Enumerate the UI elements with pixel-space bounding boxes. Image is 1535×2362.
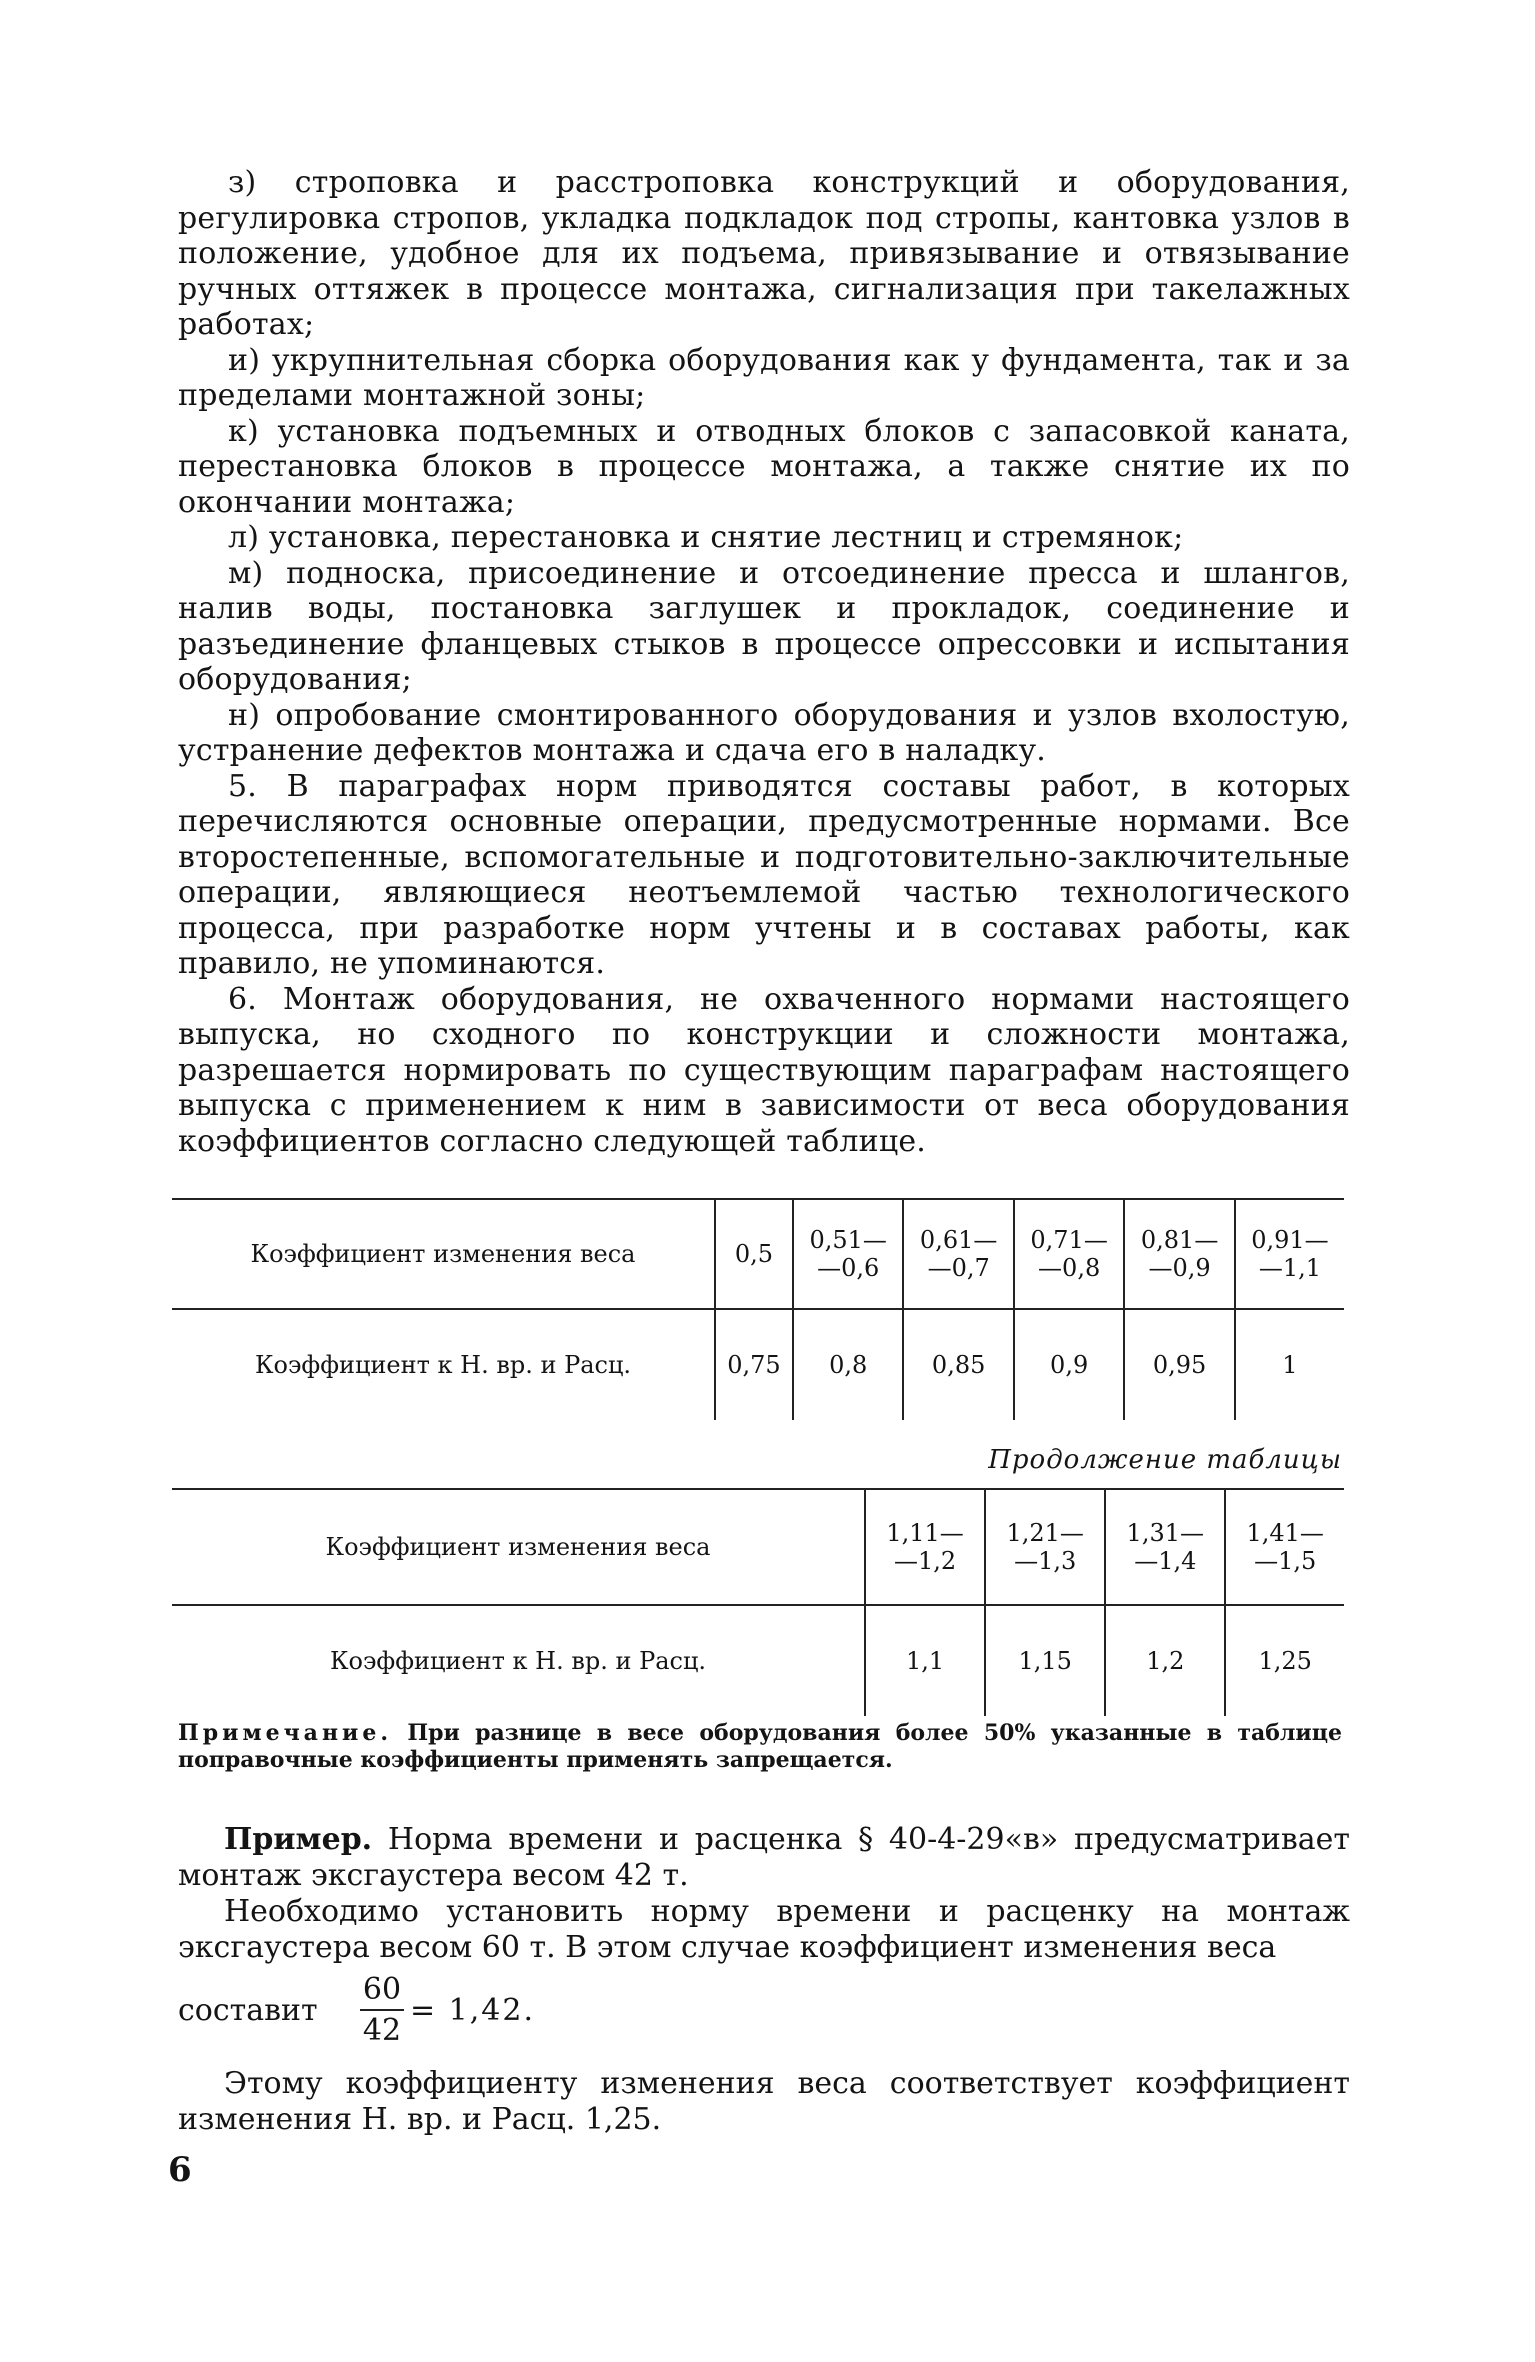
table-cell: 1,11— —1,2 xyxy=(865,1489,985,1605)
table-note xyxy=(178,1720,1342,1774)
paragraph-n: н) опробование смонтированного оборудования и узлов вхолостую, устранение дефектов монтажа и сдача его в наладку. xyxy=(178,697,1350,768)
paragraph-z: з) строповка и расстроповка конструкций и оборудования, регулировка стропов, укладка подкладок под стропы, кантовка узлов в положение, удобное для их подъема, привязывание и отвязывание ручных оттяжек в процессе монтажа, сигнализация при такелажных работах; xyxy=(178,165,1350,342)
table-cell: 1,15 xyxy=(985,1605,1105,1716)
table-cell: 0,81— —0,9 xyxy=(1124,1199,1234,1309)
table-row-label: Коэффициент изменения веса xyxy=(250,1240,636,1268)
formula-result: = 1,42. xyxy=(410,1993,536,2028)
example-paragraph-1 xyxy=(178,1822,1350,1894)
paragraph-l: л) установка, перестановка и снятие лестниц и стремянок; xyxy=(228,520,1184,555)
table-cell: 0,91— —1,1 xyxy=(1235,1199,1344,1309)
table-cell: 0,75 xyxy=(715,1309,793,1420)
example-lead: Пример. xyxy=(224,1822,373,1857)
table-cell: 0,51— —0,6 xyxy=(793,1199,903,1309)
coefficient-table xyxy=(172,1198,1344,1420)
fraction-bar xyxy=(360,2009,404,2011)
table-cell: 0,71— —0,8 xyxy=(1014,1199,1124,1309)
example-conclusion xyxy=(178,2066,1350,2138)
paragraph-6: 6. Монтаж оборудования, не охваченного нормами настоящего выпуска, но сходного по конструкции и сложности монтажа, разрешается нормировать по существующим параграфам настоящего выпуска с применением к ним в зависимости от веса оборудования коэффициентов согласно следующей таблице. xyxy=(178,981,1350,1159)
table-cell: 1 xyxy=(1235,1309,1344,1420)
table-row xyxy=(172,1199,1344,1309)
note-text: При разнице в весе оборудования более 50% указанные в таблице поправочные коэффициенты применять запрещается. xyxy=(178,1720,1342,1773)
table-cell: 1,2 xyxy=(1105,1605,1225,1716)
example-paragraph-2: Необходимо установить норму времени и расценку на монтаж эксгаустера весом 60 т. В этом случае коэффициент изменения веса xyxy=(178,1894,1350,1965)
table-continuation-label: Продолжение таблицы xyxy=(988,1445,1342,1475)
page-number: 6 xyxy=(168,2150,192,2190)
paragraph-k: к) установка подъемных и отводных блоков с запасовкой каната, перестановка блоков в процессе монтажа, а также снятие их по окончании монтажа; xyxy=(178,413,1350,520)
table-cell: 1,31— —1,4 xyxy=(1105,1489,1225,1605)
table-row xyxy=(172,1309,1344,1420)
table-cell: 0,5 xyxy=(715,1199,793,1309)
body-text xyxy=(178,165,1350,1159)
paragraph-5: 5. В параграфах норм приводятся составы работ, в которых перечисляются основные операции, предусмотренные нормами. Все второстепенные, вспомогательные и подготовительно-заключительные операции, являющиеся неотъемлемой частью технологического процесса, при разработке норм учтены и в составах работы, как правило, не упоминаются. xyxy=(178,768,1350,981)
table-cell: 0,9 xyxy=(1014,1309,1124,1420)
paragraph-i: и) укрупнительная сборка оборудования как у фундамента, так и за пределами монтажной зоны; xyxy=(178,342,1350,413)
table-cell: 1,41— —1,5 xyxy=(1225,1489,1344,1605)
coefficient-table-continued xyxy=(172,1488,1344,1716)
table-cell: 0,85 xyxy=(903,1309,1013,1420)
example-text-1: Норма времени и расценка § 40-4-29«в» предусматривает монтаж эксгаустера весом 42 т. xyxy=(178,1822,1350,1893)
table-cell: 1,21— —1,3 xyxy=(985,1489,1105,1605)
table-cell: 0,8 xyxy=(793,1309,903,1420)
table-cell: 1,1 xyxy=(865,1605,985,1716)
formula-prefix: составит xyxy=(178,1993,318,2028)
example-paragraph-4: Этому коэффициенту изменения веса соответствует коэффициент изменения Н. вр. и Расц. 1,25. xyxy=(178,2066,1350,2137)
fraction-numerator: 60 xyxy=(362,1972,402,2007)
example-block xyxy=(178,1822,1350,1966)
table-cell: 0,61— —0,7 xyxy=(903,1199,1013,1309)
fraction xyxy=(360,1972,404,2048)
table-row-label: Коэффициент к Н. вр. и Расц. xyxy=(254,1351,632,1379)
table-row-label: Коэффициент изменения веса xyxy=(325,1533,711,1561)
table-cell: 0,95 xyxy=(1124,1309,1234,1420)
fraction-denominator: 42 xyxy=(362,2013,402,2048)
table-row-label: Коэффициент к Н. вр. и Расц. xyxy=(329,1647,707,1675)
note-lead: Примечание. xyxy=(178,1720,393,1746)
paragraph-m: м) подноска, присоединение и отсоединение пресса и шлангов, налив воды, постановка заглушек и прокладок, соединение и разъединение фланцевых стыков в процессе опрессовки и испытания оборудования; xyxy=(178,555,1350,697)
table-row xyxy=(172,1489,1344,1605)
table-row xyxy=(172,1605,1344,1716)
table-cell: 1,25 xyxy=(1225,1605,1344,1716)
